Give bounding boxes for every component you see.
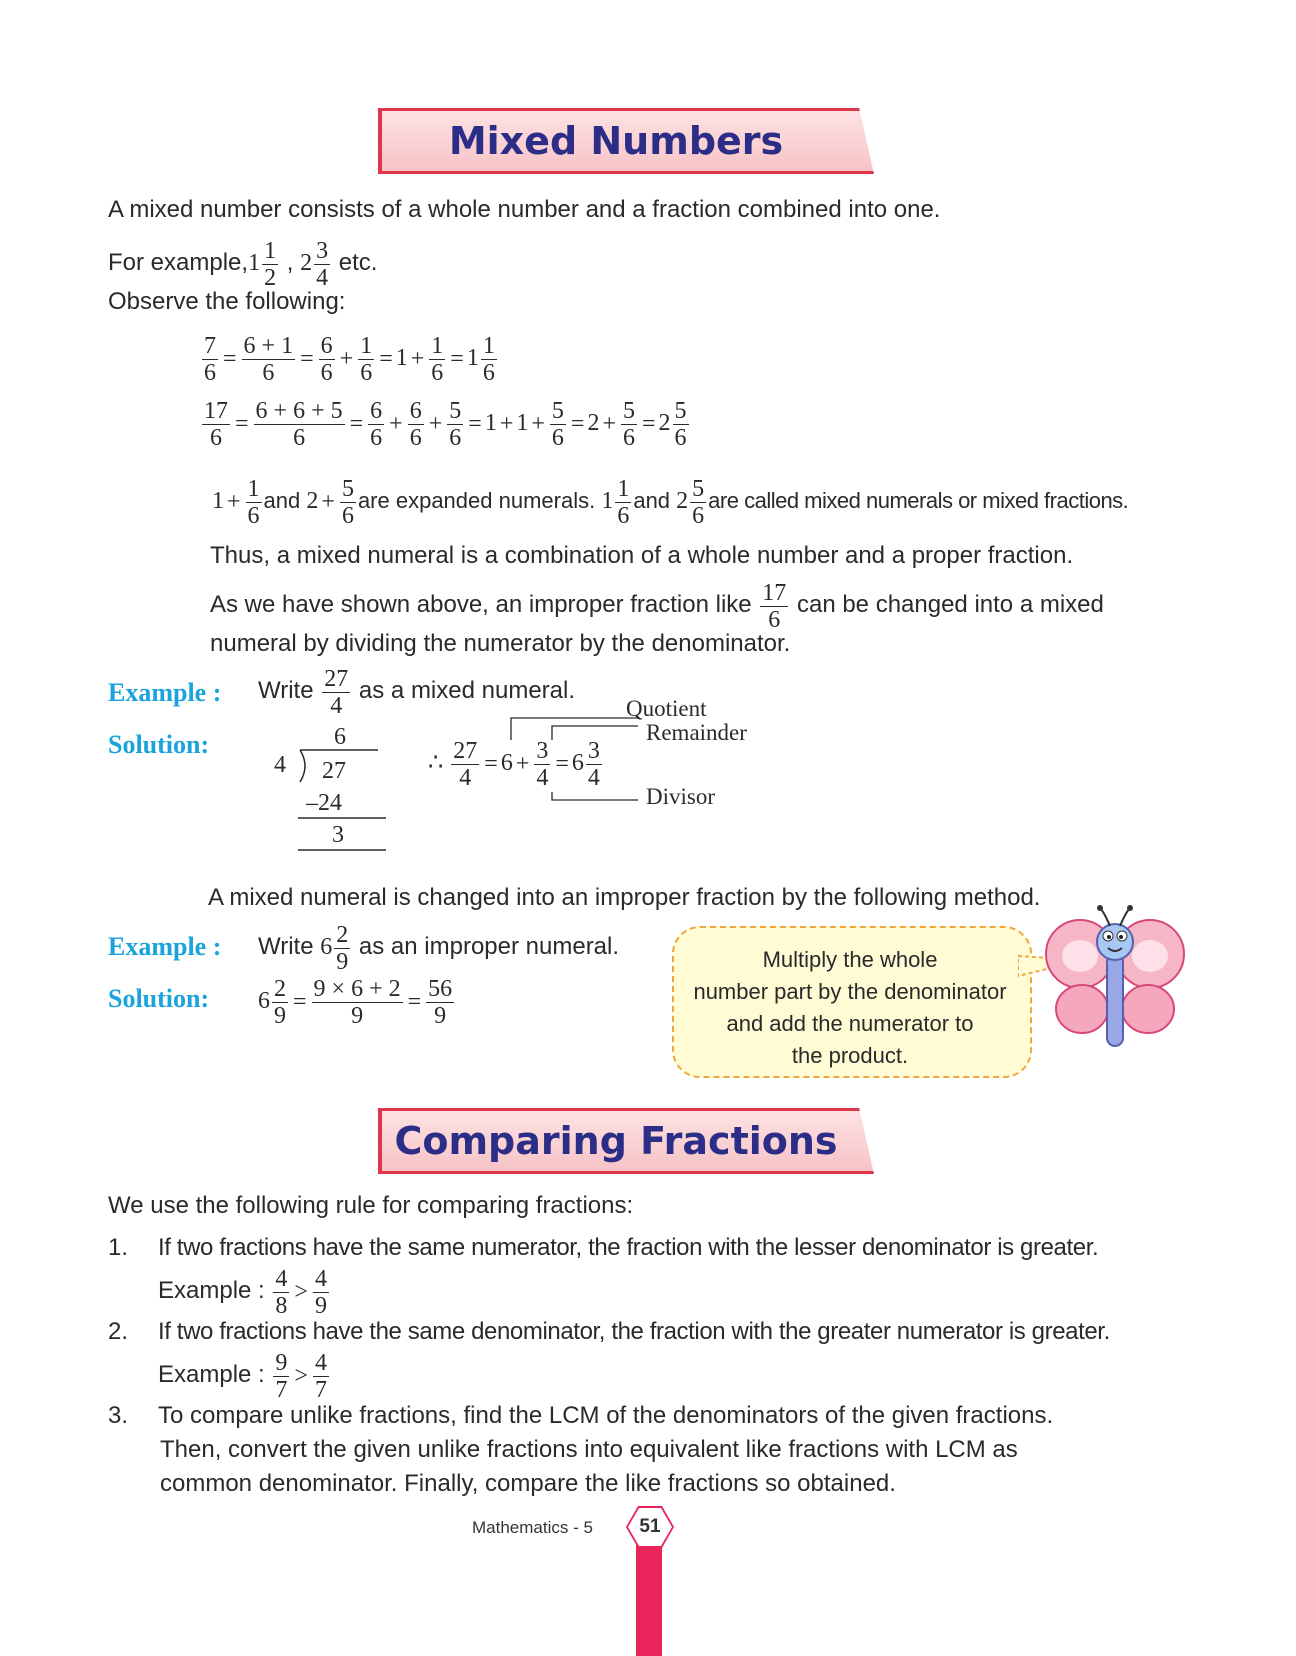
division-bracket (300, 750, 305, 782)
section-title-text: Mixed Numbers (448, 119, 784, 163)
bubble-line-4: the product. (791, 1043, 909, 1068)
bubble-line-1: Multiply the whole (762, 947, 938, 972)
tip-bubble-text (672, 944, 1028, 1072)
book-title: Mathematics - 5 (472, 1518, 593, 1537)
observe-line: Observe the following: (108, 288, 346, 315)
division-remainder: 3 (332, 822, 344, 848)
example2-write: Write (258, 933, 314, 961)
intro-paragraph: A mixed number consists of a whole number and a fraction combined into one. (108, 196, 941, 223)
division-quotient: 6 (334, 724, 346, 750)
quotient-label: Quotient (626, 696, 707, 721)
solution-label-1: Solution: (108, 730, 210, 759)
expanded-note: 1 + $\frac{1}{6}$ and 2 + $\frac{5}{6}$ are expanded numerals. 1 $\frac{1}{6}$ and 2 $\frac{5}{6}$ are called mixed numerals or mixed fractions. (212, 476, 1129, 529)
equation-7-6: $\frac{7}{6}$ = $\frac{6 + 1}{6}$ = $\frac{6}{6}$ + $\frac{1}{6}$ = 1 + $\frac{1}{6}$ = 1 $\frac{1}{6}$ (204, 333, 495, 386)
expanded-and-2: and (633, 488, 671, 514)
improper-result: 6 $\frac{2}{9}$ = $\frac{9 \times 6 + 2}{9}$ = $\frac{56}{9}$ (258, 976, 453, 1029)
bubble-line-2: number part by the denominator (693, 979, 1007, 1004)
as-shown-2: can be changed into a mixed (796, 591, 1104, 619)
rule-3-number: 3. (108, 1402, 129, 1429)
solution-label-2: Solution: (108, 984, 210, 1013)
comparing-intro: We use the following rule for comparing fractions: (108, 1192, 634, 1219)
for-example-line: For example,1 $\frac{1}{2}$ , 2 $\frac{3}{4}$ etc. (108, 238, 378, 291)
rule-2-example: Example : $\frac{9}{7}$ > $\frac{4}{7}$ (158, 1350, 327, 1403)
expanded-note-4: are called mixed numerals or mixed fractions. (708, 488, 1129, 514)
footer-tab (636, 1540, 662, 1656)
example1-rest: as a mixed numeral. (358, 677, 575, 705)
therefore-symbol: ∴ (428, 750, 444, 777)
rule-1-text: If two fractions have the same numerator, the fraction with the lesser denominator is greater. (158, 1234, 1099, 1261)
rule-1-number: 1. (108, 1234, 129, 1261)
thus-line: Thus, a mixed numeral is a combination of a whole number and a proper fraction. (210, 542, 1074, 569)
example-2-text: Write 6 $\frac{2}{9}$ as an improper numeral. (258, 922, 620, 975)
division-dividend: 27 (322, 758, 346, 784)
method-line: A mixed numeral is changed into an improper fraction by the following method. (208, 884, 1041, 911)
section-title-text-2: Comparing Fractions (394, 1119, 838, 1163)
rule-2-example-word: Example : (158, 1361, 265, 1389)
rule-2-number: 2. (108, 1318, 129, 1345)
example-label-2: Example : (108, 932, 222, 961)
for-example-prefix: For example, (108, 249, 249, 277)
rule-3-line-3: common denominator. Finally, compare the like fractions so obtained. (160, 1470, 896, 1497)
as-shown-1: As we have shown above, an improper fraction like (210, 591, 752, 619)
divisor-label: Divisor (646, 784, 715, 809)
remainder-label: Remainder (646, 720, 747, 745)
for-example-suffix: etc. (338, 249, 378, 277)
bubble-line-3: and add the numerator to (726, 1011, 974, 1036)
expanded-and-1: and (263, 488, 301, 514)
rule-1-example: Example : $\frac{4}{8}$ > $\frac{4}{9}$ (158, 1266, 327, 1319)
long-division (270, 722, 390, 852)
section-title-comparing-fractions (378, 1108, 874, 1174)
example-1-text: Write $\frac{27}{4}$ as a mixed numeral. (258, 666, 575, 719)
equation-17-6: $\frac{17}{6}$ = $\frac{6 + 6 + 5}{6}$ = $\frac{6}{6}$ + $\frac{6}{6}$ + $\frac{5}{6}$ = 1 + 1 + $\frac{5}{6}$ = 2 + $\frac{5}{6}$ = 2 $\frac{5}{6}$ (204, 398, 687, 451)
rule-1-example-word: Example : (158, 1277, 265, 1305)
as-shown-line-1: As we have shown above, an improper fraction like $\frac{17}{6}$ can be changed into a mixed (210, 580, 1104, 633)
division-divisor: 4 (274, 752, 286, 778)
example1-write: Write (258, 677, 314, 705)
rule-3-line-2: Then, convert the given unlike fractions into equivalent like fractions with LCM as (160, 1436, 1018, 1463)
example2-rest: as an improper numeral. (358, 933, 620, 961)
rule-2-text: If two fractions have the same denominator, the fraction with the greater numerator is greater. (158, 1318, 1110, 1345)
mixed-result: ∴ $\frac{27}{4}$ = 6 + $\frac{3}{4}$ = 6 $\frac{3}{4}$ (428, 738, 600, 791)
as-shown-line-2: numeral by dividing the numerator by the denominator. (210, 630, 791, 657)
rule-3-text: To compare unlike fractions, find the LCM of the denominators of the given fractions. (158, 1402, 1054, 1429)
division-subtract: –24 (306, 790, 342, 816)
section-title-mixed-numbers (378, 108, 874, 174)
expanded-note-2: are expanded numerals. (357, 488, 596, 514)
page-number: 51 (639, 1516, 661, 1537)
example-label-1: Example : (108, 678, 222, 707)
butterfly-illustration (1040, 904, 1190, 1054)
